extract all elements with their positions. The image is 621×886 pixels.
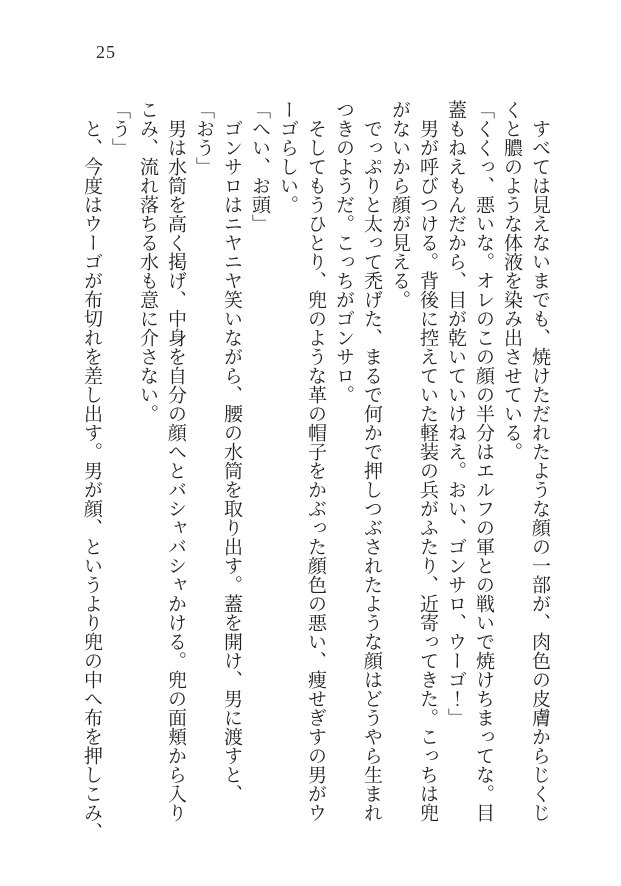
text-line: こみ、流れ落ちる水も意に介さない。	[137, 100, 158, 423]
page-number: 25	[96, 42, 116, 62]
text-line: 「おう」	[193, 100, 214, 176]
text-line: ゴンサロはニヤニヤ笑いながら、腰の水筒を取り出す。蓋を開け、男に渡すと、	[221, 100, 242, 803]
text-line: 蓋もねえもんだから、目が乾いていけねえ。おい、ゴンサロ、ウーゴ！」	[445, 100, 466, 727]
text-line: ーゴらしい。	[277, 100, 298, 214]
text-line: くと膿のような体液を染み出させている。	[501, 100, 522, 461]
page-body-vertical-text	[77, 100, 553, 848]
text-line: 男が呼びつける。背後に控えていた軽装の兵がふたり、近寄ってきた。こっちは兜	[417, 100, 438, 822]
text-line: そしてもうひとり、兜のような革の帽子をかぶった顔色の悪い、痩せぎすの男がウ	[305, 100, 326, 822]
text-line: つきのようだ。こっちがゴンサロ。	[333, 100, 354, 404]
text-line: すべては見えないまでも、焼けただれたような顔の一部が、肉色の皮膚からじくじ	[529, 100, 550, 822]
text-line: 「う」	[109, 100, 130, 157]
text-line: がないから顔が見える。	[389, 100, 410, 309]
text-line: 男は水筒を高く掲げ、中身を自分の顔へとバシャバシャかける。兜の面頬から入り	[165, 100, 186, 822]
text-line: と、今度はウーゴが布切れを差し出す。男が顔、というより兜の中へ布を押しこみ、	[81, 100, 102, 841]
text-line: 「へい、お頭」	[249, 100, 270, 233]
text-line: 「くくっ、悪いな。オレのこの顔の半分はエルフの軍との戦いで焼けちまってな。目	[473, 100, 494, 822]
text-line: でっぷりと太って禿げた、まるで何かで押しつぶされたような顔はどうやら生まれ	[361, 100, 382, 822]
